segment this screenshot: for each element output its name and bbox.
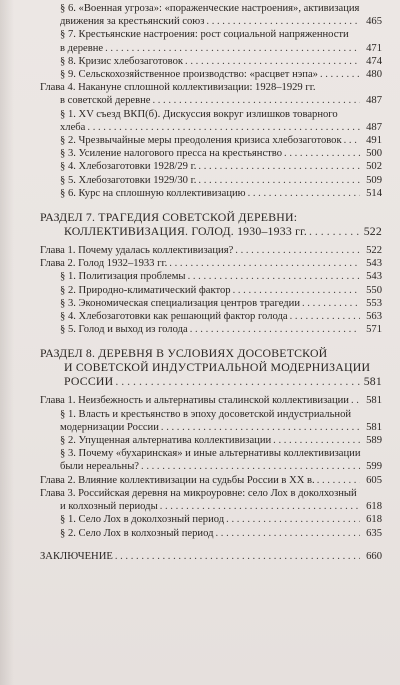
toc-page-number: 543 [366, 258, 382, 270]
dot-leader [161, 421, 360, 434]
toc-section-entry [0, 68, 400, 81]
toc-entry-title-line: РАЗДЕЛ 8. ДЕРЕВНЯ В УСЛОВИЯХ ДОСОВЕТСКОЙ [40, 346, 328, 361]
toc-part-entry [0, 210, 400, 238]
toc-page-number: 514 [366, 187, 382, 199]
toc-entry-title-line: § 4. Хлебозаготовки как решающий фактор голода [60, 311, 288, 323]
toc-entry-title-line: хлеба [60, 121, 86, 133]
toc-chapter-entry [0, 550, 400, 563]
dot-leader [233, 284, 360, 297]
toc-entry-title-line: § 5. Голод и выход из голода [60, 324, 188, 336]
toc-page-number: 618 [366, 514, 382, 526]
toc-entry-title-line: в деревне [60, 42, 104, 54]
toc-entry-title-line: Глава 3. Российская деревня на микроуровне: село Лох в доколхозный [40, 487, 357, 499]
toc-entry-title-line: § 6. Курс на сплошную коллективизацию [60, 187, 246, 199]
toc-page-number: 581 [366, 395, 382, 407]
toc-section-entry [0, 2, 400, 28]
toc-entry-title-line: § 7. Крестьянские настроения: рост социальной напряженности [60, 29, 349, 41]
toc-entry-title-line: РАЗДЕЛ 7. ТРАГЕДИЯ СОВЕТСКОЙ ДЕРЕВНИ: [40, 210, 298, 225]
toc-entry-title-line: § 3. Экономическая специализация центров трагедии [60, 297, 300, 309]
toc-section-entry [0, 434, 400, 447]
dot-leader [206, 15, 360, 28]
toc-page-number: 635 [366, 527, 382, 539]
dot-leader [284, 147, 360, 160]
toc-section-entry [0, 270, 400, 283]
toc-page-number: 500 [366, 148, 382, 160]
toc-page-number: 618 [366, 501, 382, 513]
dot-leader [273, 434, 360, 447]
dot-leader [160, 500, 360, 513]
toc-entry-title-line: § 2. Село Лох в колхозный период [60, 527, 214, 539]
dot-leader [105, 42, 360, 55]
dot-leader [152, 94, 360, 107]
toc-page-number: 474 [366, 55, 382, 67]
toc-entry-title-line: были нереальны? [60, 461, 140, 473]
toc-page-number: 491 [366, 135, 382, 147]
toc-section-entry [0, 55, 400, 68]
toc-entry-title-line: § 2. Чрезвычайные меры преодоления кризиса хлебозаготовок [60, 135, 342, 147]
toc-section-entry [0, 28, 400, 54]
dot-leader [141, 460, 360, 473]
toc-section-entry [0, 310, 400, 323]
toc-entry-title-line: ЗАКЛЮЧЕНИЕ [40, 550, 113, 562]
toc-entry-title-line: и колхозный периоды [60, 501, 158, 513]
toc-spacer [0, 200, 400, 210]
dot-leader [248, 187, 360, 200]
toc-section-entry [0, 174, 400, 187]
toc-section-entry [0, 447, 400, 473]
toc-chapter-entry [0, 487, 400, 513]
toc-entry-title-line: КОЛЛЕКТИВИЗАЦИЯ. ГОЛОД. 1930–1933 гг. [64, 224, 307, 239]
toc-page-number: 660 [366, 550, 382, 562]
dot-leader [317, 474, 360, 487]
dot-leader [87, 121, 360, 134]
toc-entry-title-line: Глава 2. Голод 1932–1933 гг. [40, 258, 168, 270]
dot-leader [320, 68, 360, 81]
toc-entry-title-line: § 1. Власть и крестьянство в эпоху досоветской индустриальной [60, 408, 352, 420]
dot-leader [290, 310, 360, 323]
dot-leader [188, 270, 360, 283]
toc-entry-title-line: § 1. XV съезд ВКП(б). Дискуссия вокруг излишков товарного [60, 108, 338, 120]
toc-part-entry [0, 346, 400, 388]
toc-chapter-entry [0, 257, 400, 270]
toc-entry-title-line: § 9. Сельскохозяйственное производство: «расцвет нэпа» [60, 69, 318, 81]
toc-spacer [0, 540, 400, 550]
toc-entry-title-line: § 2. Природно-климатический фактор [60, 284, 231, 296]
dot-leader [198, 174, 360, 187]
toc-page-number: 502 [366, 161, 382, 173]
toc-entry-title-line: § 8. Кризис хлебозаготовок [60, 55, 184, 67]
toc-section-entry [0, 527, 400, 540]
toc-entry-title-line: § 3. Почему «бухаринская» и иные альтернативы коллективизации [60, 448, 361, 460]
toc-section-entry [0, 513, 400, 526]
toc-section-entry [0, 284, 400, 297]
toc-page-number: 599 [366, 461, 382, 473]
dot-leader [115, 550, 360, 563]
toc-entry-title-line: § 1. Политизация проблемы [60, 271, 186, 283]
dot-leader [226, 513, 360, 526]
dot-leader [351, 394, 360, 407]
toc-page-number: 553 [366, 297, 382, 309]
toc-page-number: 509 [366, 174, 382, 186]
dot-leader [344, 134, 360, 147]
toc-chapter-entry [0, 81, 400, 107]
toc-page-number: 487 [366, 95, 382, 107]
toc-entry-title-line: Глава 1. Неизбежность и альтернативы сталинской коллективизации [40, 395, 349, 407]
dot-leader [198, 160, 360, 173]
toc-page-number: 550 [366, 284, 382, 296]
toc-entry-title-line: Глава 2. Влияние коллективизации на судьбы России в ХХ в. [40, 474, 315, 486]
dot-leader [190, 323, 360, 336]
toc-chapter-entry [0, 474, 400, 487]
toc-section-entry [0, 323, 400, 336]
toc-page-number: 543 [366, 271, 382, 283]
toc-entry-title-line: РОССИИ [64, 374, 114, 389]
toc-entry-title-line: § 2. Упущенная альтернатива коллективизации [60, 435, 272, 447]
dot-leader [309, 224, 360, 238]
dot-leader [215, 527, 360, 540]
toc-page-number: 487 [366, 121, 382, 133]
dot-leader [169, 257, 360, 270]
toc-entry-title-line: в советской деревне [60, 95, 151, 107]
toc-page-number: 605 [366, 474, 382, 486]
toc-page-number: 480 [366, 69, 382, 81]
toc-page-number: 522 [366, 245, 382, 257]
toc-chapter-entry [0, 394, 400, 407]
toc-entry-title-line: движения за крестьянский союз [60, 16, 205, 28]
toc-entry-title-line: § 6. «Военная угроза»: «пораженческие настроения», активизация [60, 3, 360, 14]
toc-entry-title-line: § 4. Хлебозаготовки 1928/29 г. [60, 161, 197, 173]
toc-page-number: 471 [366, 42, 382, 54]
toc-section-entry [0, 147, 400, 160]
toc-section-entry [0, 187, 400, 200]
toc-entry-title-line: И СОВЕТСКОЙ ИНДУСТРИАЛЬНОЙ МОДЕРНИЗАЦИИ [64, 360, 371, 375]
toc-entry-title-line: § 3. Усиление налогового пресса на крестьянство [60, 148, 283, 160]
toc-section-entry [0, 297, 400, 310]
toc-section-entry [0, 108, 400, 134]
toc-entry-title-line: Глава 4. Накануне сплошной коллективизации: 1928–1929 гг. [40, 82, 316, 94]
toc-page-number: 571 [366, 324, 382, 336]
toc-section-entry [0, 134, 400, 147]
toc-entry-title-line: Глава 1. Почему удалась коллективизация? [40, 245, 234, 257]
toc-section-entry [0, 160, 400, 173]
dot-leader [185, 55, 360, 68]
toc-page-number: 581 [363, 374, 382, 389]
toc-entry-title-line: § 1. Село Лох в доколхозный период [60, 514, 225, 526]
dot-leader [235, 244, 360, 257]
toc-entry-title-line: § 5. Хлебозаготовки 1929/30 г. [60, 174, 197, 186]
dot-leader [302, 297, 360, 310]
toc-section-entry [0, 408, 400, 434]
toc-page-number: 522 [363, 224, 382, 239]
toc-spacer [0, 336, 400, 346]
toc-page-number: 581 [366, 421, 382, 433]
toc-chapter-entry [0, 244, 400, 257]
toc-page-number: 563 [366, 311, 382, 323]
toc-page-number: 465 [366, 16, 382, 28]
toc-entry-title-line: модернизации России [60, 421, 159, 433]
dot-leader [115, 374, 360, 388]
toc-page-number: 589 [366, 435, 382, 447]
